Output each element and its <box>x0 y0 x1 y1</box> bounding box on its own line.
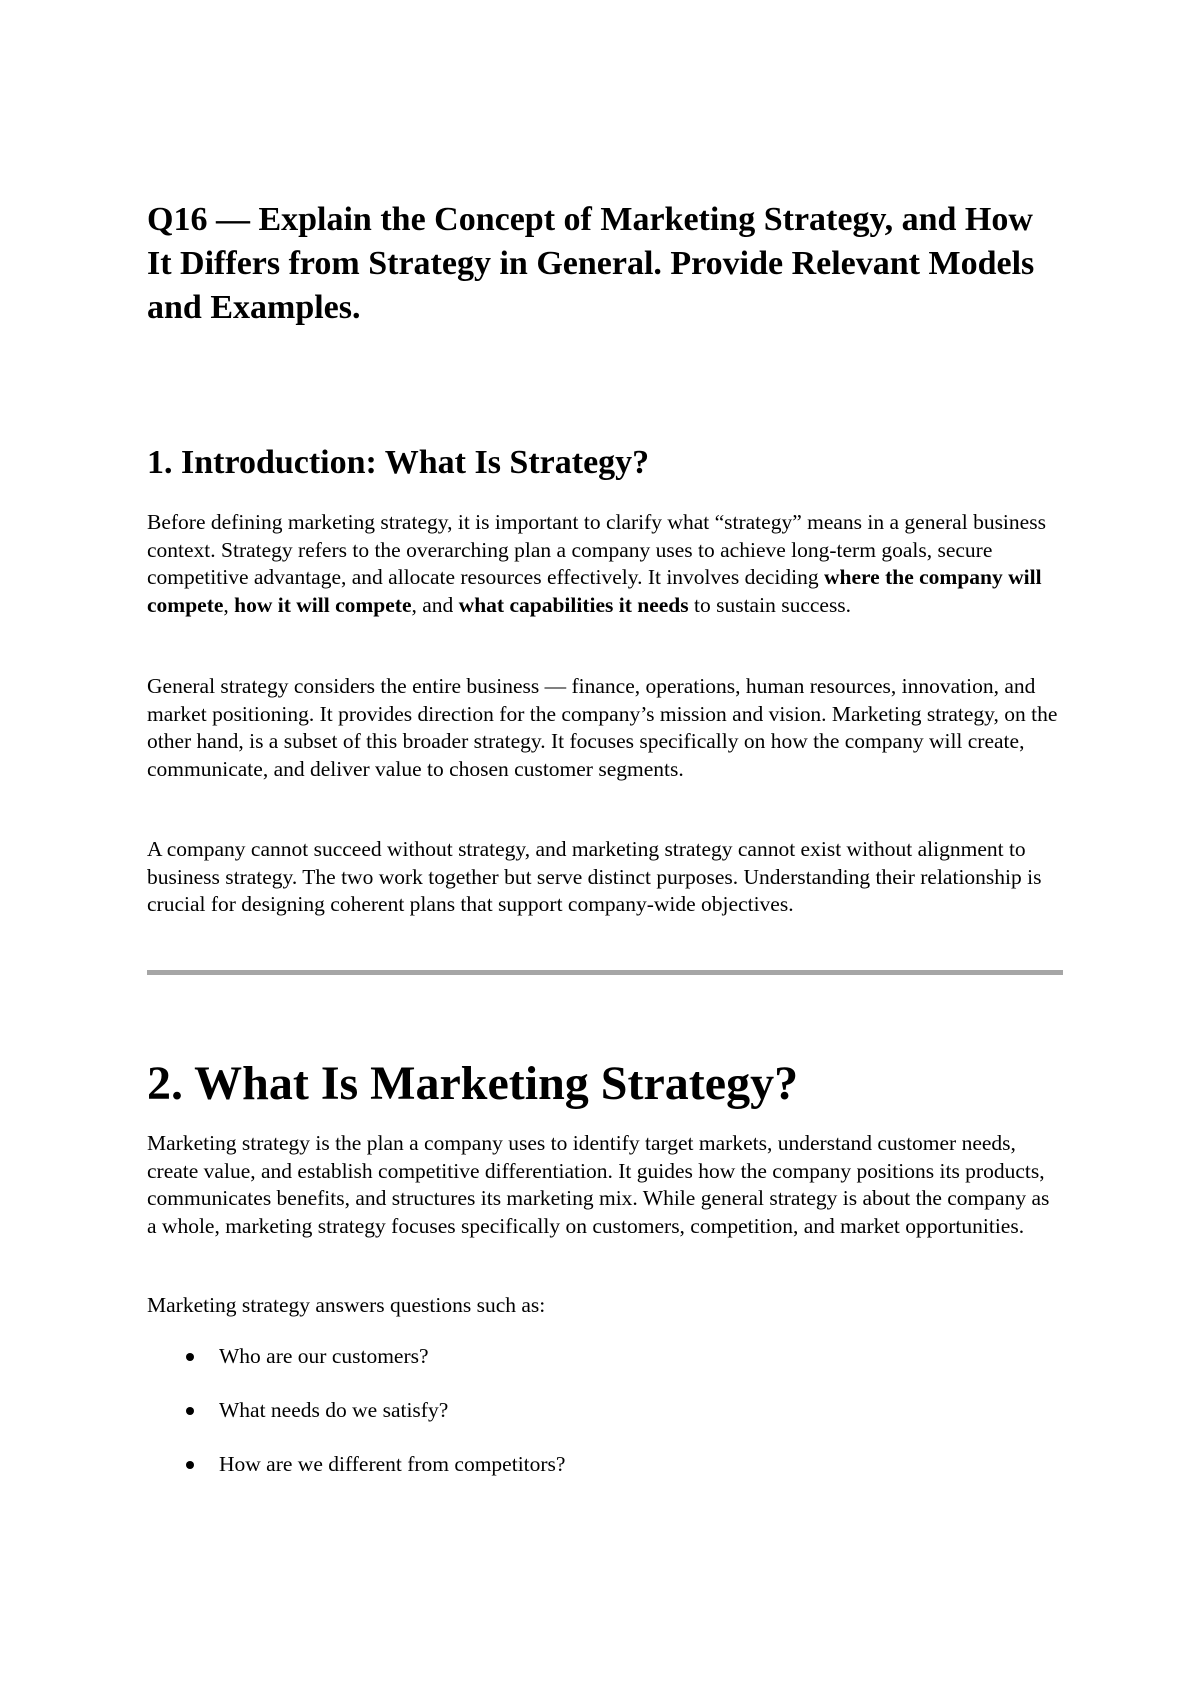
separator: , <box>223 592 235 617</box>
bullet-icon <box>186 1461 194 1469</box>
list-item <box>147 1342 1062 1396</box>
bold-phrase-what: what capabilities it needs <box>458 592 689 617</box>
section-2-heading: 2. What Is Marketing Strategy? <box>147 1057 799 1110</box>
bullet-icon <box>186 1407 194 1415</box>
list-item <box>147 1396 1062 1450</box>
paragraph-text: to sustain success. <box>688 592 852 617</box>
list-item-text: How are we different from competitors? <box>219 1452 566 1476</box>
paragraph-text: Before defining marketing strategy, it is important to clarify what “strategy” means in a general business context. Strategy refers to the overarching plan a company uses to achieve long-term goals, secure competitive advantage, and allocate resources effectively. It involves deciding <box>147 510 1046 589</box>
bullet-icon <box>186 1353 194 1361</box>
section-1-paragraph-1 <box>147 509 1062 619</box>
list-item <box>147 1450 1062 1504</box>
list-item-text: What needs do we satisfy? <box>219 1398 449 1422</box>
section-1-paragraph-3: A company cannot succeed without strategy, and marketing strategy cannot exist without alignment to business strategy. The two work together but serve distinct purposes. Understanding their relationship is crucial for designing coherent plans that support company-wide objectives. <box>147 837 1042 916</box>
section-2-paragraph-1: Marketing strategy is the plan a company uses to identify target markets, understand customer needs, create value, and establish competitive differentiation. It guides how the company positions its products, communicates benefits, and structures its marketing mix. While general strategy is about the company as a whole, marketing strategy focuses specifically on customers, competition, and market opportunities. <box>147 1131 1050 1238</box>
section-1-heading: 1. Introduction: What Is Strategy? <box>147 444 650 481</box>
list-item-text: Who are our customers? <box>219 1344 429 1368</box>
section-2-paragraph-2: Marketing strategy answers questions such as: <box>147 1293 546 1317</box>
questions-list <box>147 1342 1062 1504</box>
document-title: Q16 — Explain the Concept of Marketing Strategy, and How It Differs from Strategy in General. Provide Relevant Models and Examples. <box>147 201 1035 326</box>
separator: , and <box>411 592 459 617</box>
bold-phrase-where: where the company will compete <box>147 565 1042 617</box>
horizontal-rule <box>147 970 1063 975</box>
bold-phrase-how: how it will compete <box>234 592 412 617</box>
section-1-paragraph-2: General strategy considers the entire business — finance, operations, human resources, innovation, and market positioning. It provides direction for the company’s mission and vision. Marketing strategy, on the other hand, is a subset of this broader strategy. It focuses specifically on how the company will create, communicate, and deliver value to chosen customer segments. <box>147 674 1058 781</box>
